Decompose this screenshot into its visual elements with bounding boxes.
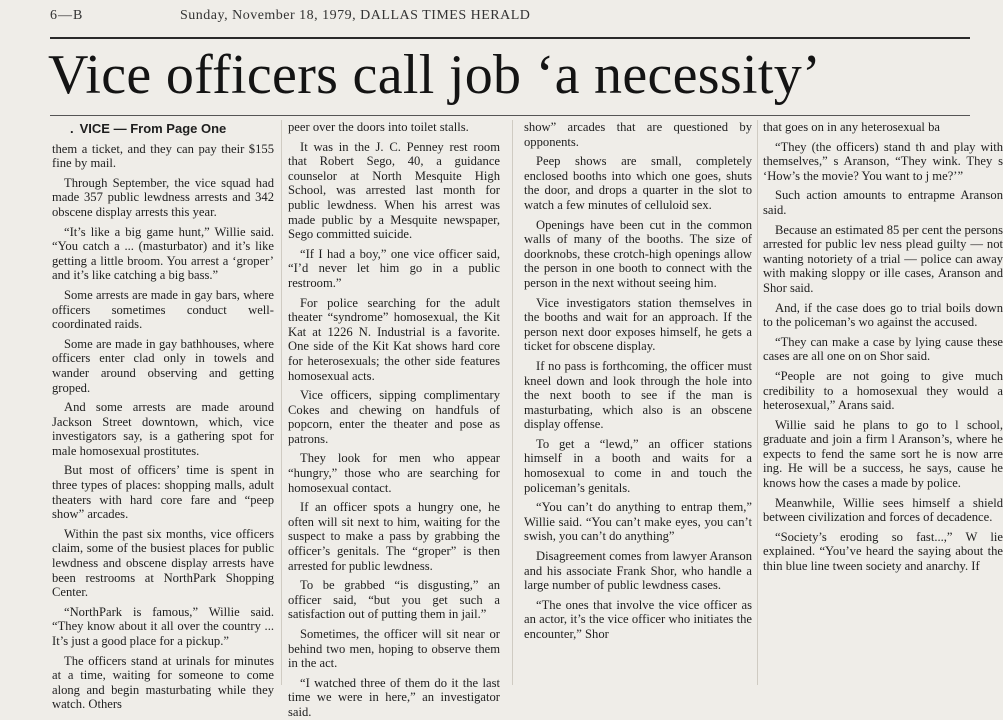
article-paragraph: peer over the doors into toilet stalls. [288,120,469,134]
article-paragraph: Peep shows are small, completely enclosed booths into which one goes, shuts the door, and drops a quarter in the slot to watch a few minutes of celluloid sex. [524,154,752,212]
article-paragraph: them a ticket, and they can pay their $155 fine by mail. [52,141,274,171]
article-paragraph: that goes on in any heterosexual ba [763,120,940,134]
article-paragraph: If no pass is forthcoming, the officer must kneel down and look through the hole into the next booth to see if the man is masturbating, which also is an obscene display offense. [524,358,752,432]
article-paragraph: Such action amounts to entrapme Aranson said. [763,188,1003,217]
article-paragraph: Through September, the vice squad had made 357 public lewdness arrests and 342 obscene display arrests this year. [52,175,274,219]
article-paragraph: To get a “lewd,” an officer stations himself in a booth and waits for a homosexual to come in and touch the policeman’s genitals. [524,436,752,495]
article-paragraph: Sometimes, the officer will sit near or behind two men, hoping to observe them in the act. [288,627,500,671]
column-1-body [52,142,274,712]
column-4-body [763,120,1003,574]
article-paragraph: Disagreement comes from lawyer Aranson and his associate Frank Shor, who handle a large number of public lewdness cases. [524,549,752,593]
folio-line [0,6,970,28]
article-paragraph: Vice officers, sipping complimentary Cokes and chewing on handfuls of popcorn, enter the theater and pose as patrons. [288,388,500,446]
article-column-2 [288,120,500,719]
article-paragraph: The officers stand at urinals for minutes at a time, waiting for someone to come along and begin masturbating while they watch. Others [52,653,274,712]
article-paragraph: If an officer spots a hungry one, he often will sit next to him, waiting for the suspect to make a pass by grabbing the officer’s genitals. The “groper” is then arrested for public lewdness. [288,500,500,573]
article-paragraph: “You can’t do anything to entrap them,” Willie said. “You can’t make eyes, you can’t swish, you can’t do anything” [524,500,752,544]
article-paragraph: “Society’s eroding so fast...,” W lie explained. “You’ve heard the saying about the thin blue line tween society and anarchy. If [763,529,1003,574]
article-paragraph: “They can make a case by lying cause these cases are all one on on Shor said. [763,334,1003,364]
article-paragraph: “NorthPark is famous,” Willie said. “They know about it all over the country ... It’s just a good place for a pickup.” [52,604,274,648]
column-3-body [524,120,752,642]
article-paragraph: Some arrests are made in gay bars, where officers sometimes conduct well-coordinated raids. [52,287,274,332]
article-paragraph: “They (the officers) stand th and play with themselves,” s Aranson, “They wink. They s ‘How’s the movie? You want to j me?’” [763,139,1003,183]
article-paragraph: Within the past six months, vice officers claim, some of the busiest places for public lewdness and obscene display arrests have been restrooms at NorthPark Shopping Center. [52,526,274,600]
column-divider [512,120,513,685]
article-paragraph: “If I had a boy,” one vice officer said, “I’d never let him go in a public restroom.” [288,246,500,290]
article-column-4 [763,120,1003,685]
headline: Vice officers call job ‘a necessity’ [48,44,821,106]
article-paragraph: And, if the case does go to trial boils down to the policeman’s wo against the accused. [763,300,1003,330]
column-divider [281,120,282,685]
article-paragraph: Some are made in gay bathhouses, where officers enter clad only in towels and wander around observing and getting groped. [52,336,274,395]
article-paragraph: “People are not going to give much credibility to a homosexual they would a heterosexual,” Arans said. [763,368,1003,413]
article-paragraph: And some arrests are made around Jackson Street downtown, which, vice investigators say, is a gathering spot for male homosexual prostitutes. [52,400,274,458]
article-paragraph: Openings have been cut in the common walls of many of the booths. The size of doorknobs, these crotch-high openings allow the person in one booth to connect with the person in the next without seeing him. [524,217,752,290]
article-paragraph: Because an estimated 85 per cent the persons arrested for public lev ness plead guilty — not wanting notoriety of a trial — police can away with making sloppy or ille cases, Aranson and Shor said. [763,222,1003,295]
article-paragraph: Vice investigators station themselves in the booths and wait for an approach. If the person next door exposes himself, he gets a ticket for obscene display. [524,295,752,354]
article-paragraph: Meanwhile, Willie sees himself a shield between civilization and forces of decadence. [763,495,1003,525]
article-paragraph: “The ones that involve the vice officer as an actor, it’s the vice officer who initiates the encounter,” Shor [524,597,752,641]
article-paragraph: To be grabbed “is disgusting,” an officer said, “but you get such a satisfaction out of putting them in jail.” [288,578,500,622]
article-paragraph: show” arcades that are questioned by opponents. [524,120,752,149]
article-column-1 [52,120,274,712]
article-paragraph: For police searching for the adult theater “syndrome” homosexual, the Kit Kat at 1226 N. Industrial is a favorite. One side of the Kit Kat shows hard core for heterosexuals; the other side features homosexual acts. [288,295,500,383]
headline-rule [50,115,970,116]
column-divider [757,120,758,685]
article-paragraph: It was in the J. C. Penney rest room that Robert Sego, 40, a guidance counselor at North Mesquite High School, was arrested last month for public lewdness. When his arrest was made public by a Mesquite newspaper, Sego committed suicide. [288,139,500,242]
page-number: 6—B [50,8,84,23]
article-paragraph: “I watched three of them do it the last time we were in here,” an investigator said. [288,675,500,719]
article-paragraph: Willie said he plans to go to l school, graduate and join a firm l Aranson’s, where he expects to fend the same sort he is now arre ing. He will be a success, he says, cause he knows how the cases a made by police. [763,417,1003,491]
article-paragraph: “It’s like a big game hunt,” Willie said. “You catch a ... (masturbator) and it’s like getting a little broom. You arrest a ‘groper’ and it’s like catching a big bass.” [52,224,274,283]
jump-line-text: VICE — From Page One [79,121,227,136]
dateline: Sunday, November 18, 1979, DALLAS TIMES HERALD [180,8,531,23]
article-paragraph: They look for men who appear “hungry,” those who are searching for homosexual contact. [288,451,500,495]
jump-line: . VICE — From Page One [70,121,227,136]
article-column-3 [524,120,752,685]
top-rule [50,37,970,39]
column-2-body [288,120,500,720]
article-paragraph: But most of officers’ time is spent in three types of places: shopping malls, adult theaters with hard core fare and “peep show” arcades. [52,463,274,522]
